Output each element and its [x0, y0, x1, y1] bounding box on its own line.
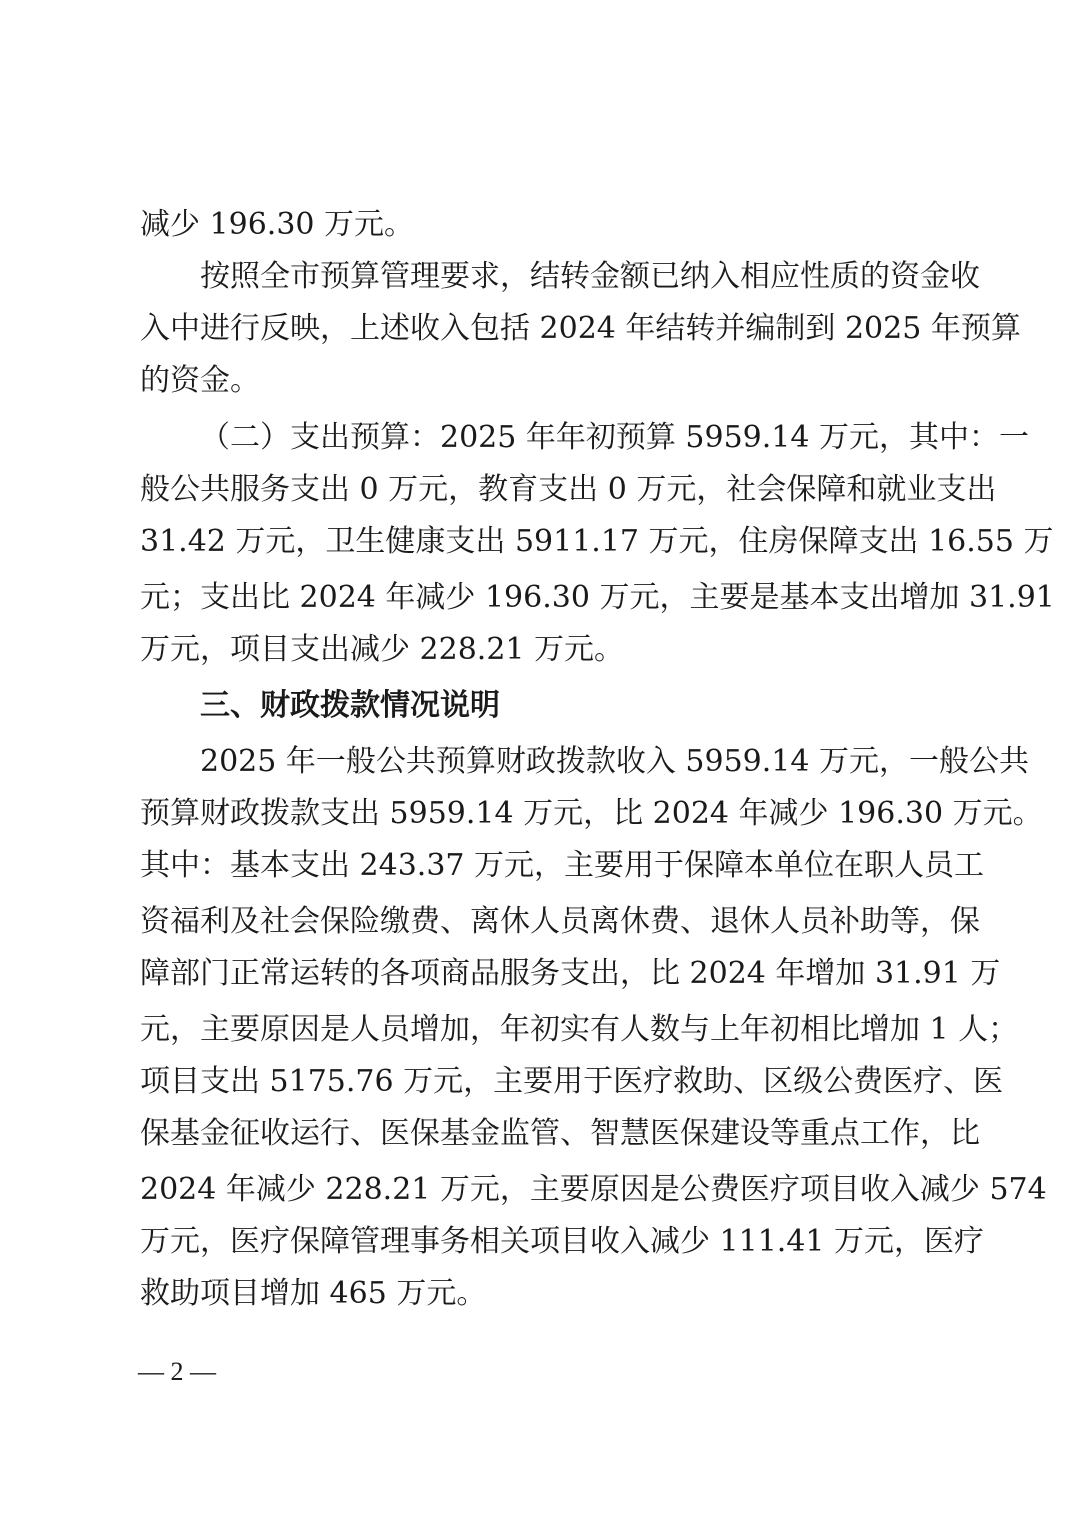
section-heading-appropriation: 三、财政拨款情况说明 — [200, 688, 500, 723]
text-line: 31.42 万元，卫生健康支出 5911.17 万元，住房保障支出 16.55 万 — [140, 524, 1054, 559]
text-line: 元；支出比 2024 年减少 196.30 万元，主要是基本支出增加 31.91 — [140, 580, 1055, 615]
text-line: 般公共服务支出 0 万元，教育支出 0 万元，社会保障和就业支出 — [140, 472, 997, 507]
text-line: 减少 196.30 万元。 — [140, 207, 415, 242]
text-line: 资福利及社会保险缴费、离休人员离休费、退休人员补助等，保 — [140, 904, 980, 939]
text-line: 入中进行反映，上述收入包括 2024 年结转并编制到 2025 年预算 — [140, 311, 1021, 346]
text-line: 元，主要原因是人员增加，年初实有人数与上年初相比增加 1 人； — [140, 1012, 1019, 1047]
text-line: 预算财政拨款支出 5959.14 万元，比 2024 年减少 196.30 万元。 — [140, 796, 1043, 831]
text-line: 的资金。 — [140, 363, 260, 398]
page-number: — 2 — — [138, 1357, 216, 1386]
text-line: 障部门正常运转的各项商品服务支出，比 2024 年增加 31.91 万 — [140, 956, 1001, 991]
text-line: 万元，医疗保障管理事务相关项目收入减少 111.41 万元，医疗 — [140, 1224, 985, 1259]
text-line: 按照全市预算管理要求，结转金额已纳入相应性质的资金收 — [200, 259, 980, 294]
text-line: 2025 年一般公共预算财政拨款收入 5959.14 万元，一般公共 — [200, 744, 1030, 779]
text-line: 2024 年减少 228.21 万元，主要原因是公费医疗项目收入减少 574 — [140, 1172, 1047, 1207]
section-heading-expenditure: （二）支出预算：2025 年年初预算 5959.14 万元，其中：一 — [200, 420, 1030, 455]
text-line: 保基金征收运行、医保基金监管、智慧医保建设等重点工作，比 — [140, 1116, 980, 1151]
text-line: 项目支出 5175.76 万元，主要用于医疗救助、区级公费医疗、医 — [140, 1064, 1004, 1099]
text-line: 救助项目增加 465 万元。 — [140, 1276, 487, 1311]
text-line: 其中：基本支出 243.37 万元，主要用于保障本单位在职人员工 — [140, 848, 985, 883]
text-line: 万元，项目支出减少 228.21 万元。 — [140, 632, 625, 667]
